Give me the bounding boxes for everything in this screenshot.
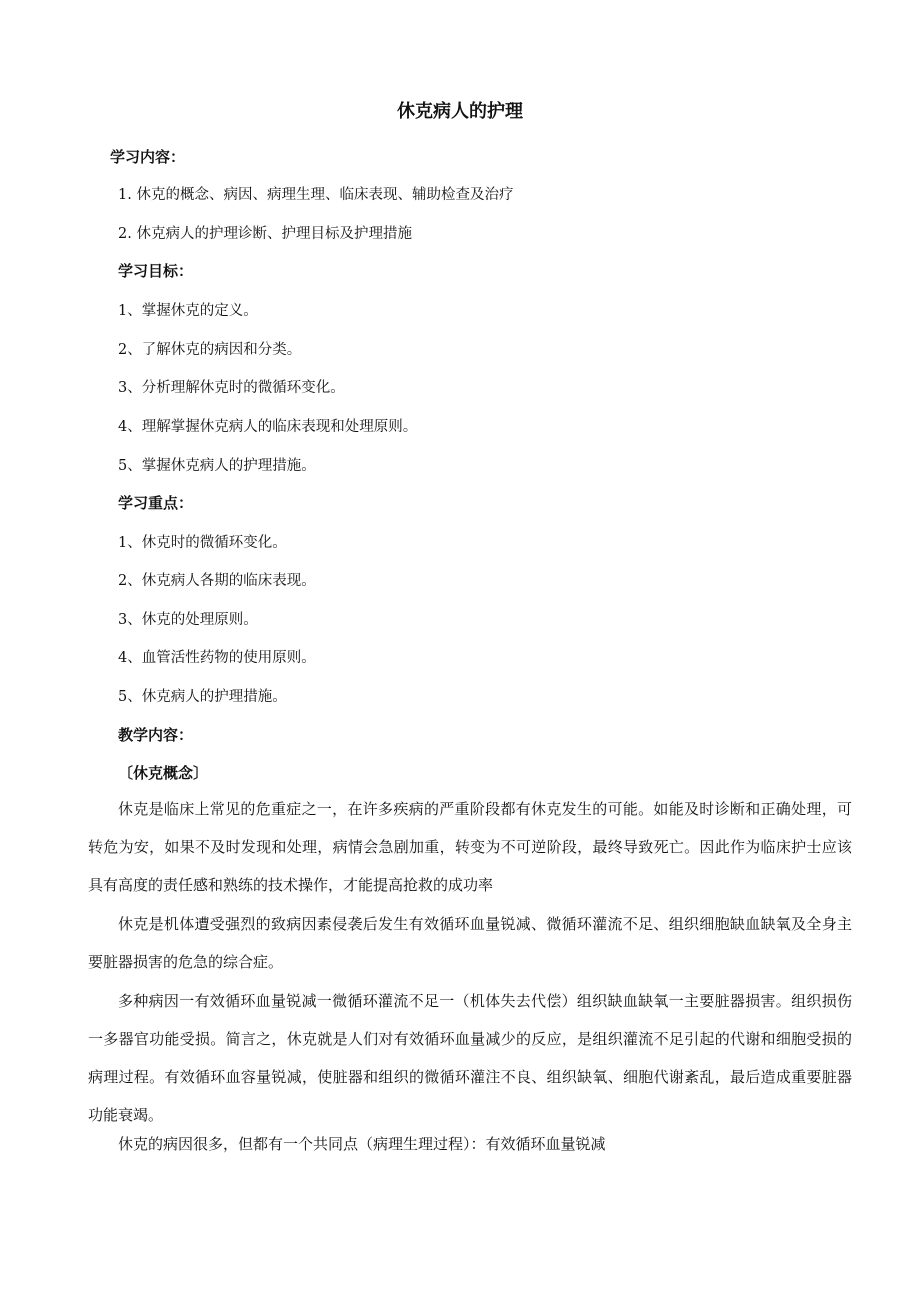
learning-focus-heading: 学习重点： xyxy=(118,494,194,512)
learning-goals-heading: 学习目标： xyxy=(118,262,194,280)
focus-item: 4、血管活性药物的使用原则。 xyxy=(118,650,316,666)
focus-item: 5、休克病人的护理措施。 xyxy=(118,689,287,705)
paragraph: 多种病因一有效循环血量锐减一微循环灌流不足一（机体失去代偿）组织缺血缺氧一主要脏器损害。组织损伤一多器官功能受损。简言之，休克就是人们对有效循环血量减少的反应，是组织灌流不足引起的代谢和细胞受损的病理过程。有效循环血容量锐减，使脏器和组织的微循环灌注不良、组织缺氧、细胞代谢紊乱，最后造成重要脏器功能衰竭。 xyxy=(88,992,852,1124)
goal-item: 5、掌握休克病人的护理措施。 xyxy=(118,458,316,474)
teaching-content-heading: 教学内容： xyxy=(118,726,194,744)
goal-item: 1、掌握休克的定义。 xyxy=(118,303,258,319)
document-title: 休克病人的护理 xyxy=(397,101,523,122)
content-item: 1. 休克的概念、病因、病理生理、临床表现、辅助检查及治疗 xyxy=(118,187,514,203)
paragraph: 休克是机体遭受强烈的致病因素侵袭后发生有效循环血量锐减、微循环灌流不足、组织细胞缺血缺氧及全身主要脏器损害的危急的综合症。 xyxy=(88,915,852,971)
content-item: 2. 休克病人的护理诊断、护理目标及护理措施 xyxy=(118,226,412,242)
goal-item: 3、分析理解休克时的微循环变化。 xyxy=(118,380,345,396)
shock-concept-heading: 〔休克概念〕 xyxy=(118,764,209,782)
learning-content-heading: 学习内容： xyxy=(110,148,186,166)
goal-item: 2、了解休克的病因和分类。 xyxy=(118,342,302,358)
paragraph: 休克是临床上常见的危重症之一，在许多疾病的严重阶段都有休克发生的可能。如能及时诊断和正确处理，可转危为安，如果不及时发现和处理，病情会急剧加重，转变为不可逆阶段，最终导致死亡。因此作为临床护士应该具有高度的责任感和熟练的技术操作，才能提高抢救的成功率 xyxy=(88,800,852,894)
focus-item: 3、休克的处理原则。 xyxy=(118,612,258,628)
focus-item: 2、休克病人各期的临床表现。 xyxy=(118,573,316,589)
focus-item: 1、休克时的微循环变化。 xyxy=(118,535,287,551)
paragraph: 休克的病因很多，但都有一个共同点（病理生理过程）：有效循环血量锐减 xyxy=(118,1135,606,1153)
goal-item: 4、理解掌握休克病人的临床表现和处理原则。 xyxy=(118,419,418,435)
